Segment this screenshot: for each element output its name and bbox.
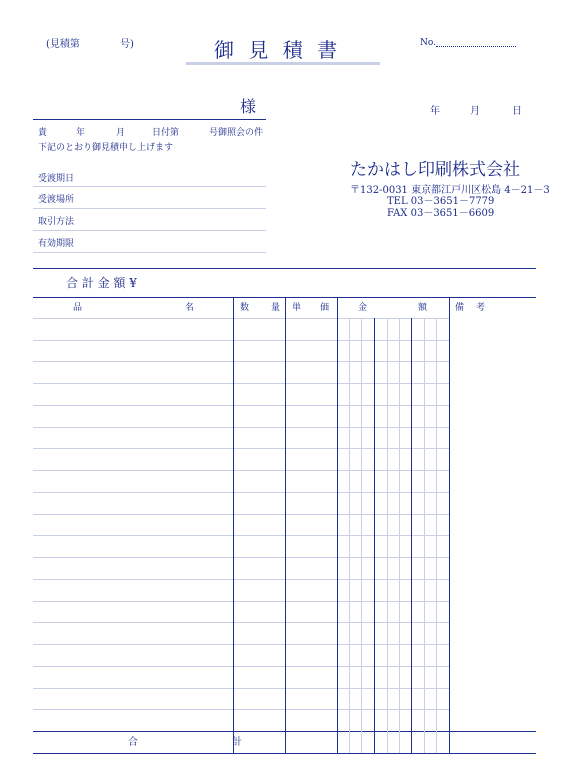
- footer-total-b: 計: [232, 737, 242, 748]
- footer-bottom-rule: [33, 753, 536, 754]
- term-delivery-place-label: 受渡場所: [38, 195, 75, 205]
- estimate-number-label-right: 号): [120, 39, 134, 50]
- header-price-b: 価: [320, 303, 330, 313]
- estimate-number-label-left: (見積第: [46, 39, 80, 50]
- header-price-a: 単: [292, 303, 302, 313]
- header-qty-a: 数: [240, 303, 250, 313]
- amount-digit-divider: [424, 318, 425, 753]
- amount-digit-divider: [361, 318, 362, 753]
- amount-digit-divider: [411, 318, 412, 753]
- company-address: 〒132-0031 東京都江戸川区松島 4－21－3: [350, 185, 550, 196]
- company-tel: TEL 03－3651－7779: [387, 196, 495, 207]
- footer-total-a: 合: [128, 737, 138, 748]
- amount-digit-divider: [436, 318, 437, 753]
- date-year-label: 年: [430, 106, 440, 117]
- col-divider-price: [285, 297, 286, 753]
- reference-month: 月: [116, 128, 126, 138]
- date-day-label: 日: [512, 106, 522, 117]
- header-amount-a: 金: [358, 303, 368, 313]
- reference-ki: 貴: [38, 128, 48, 138]
- reference-inquiry: 号御照会の件: [209, 128, 264, 138]
- date-month-label: 月: [470, 106, 480, 117]
- header-amount-b: 額: [418, 303, 428, 313]
- term-validity-label: 有効期限: [38, 239, 75, 249]
- reference-intro: 下記のとおり御見積申し上げます: [38, 143, 174, 153]
- col-divider-qty: [233, 297, 234, 753]
- company-name: たかはし印刷株式会社: [350, 160, 520, 180]
- document-no-label: No.: [420, 38, 436, 48]
- header-item-a: 品: [73, 303, 83, 313]
- amount-digit-divider: [374, 318, 375, 753]
- amount-digit-divider: [387, 318, 388, 753]
- term-payment-method-label: 取引方法: [38, 217, 75, 227]
- term-delivery-date-label: 受渡期日: [38, 174, 75, 184]
- reference-date-no: 日付第: [152, 128, 180, 138]
- amount-digit-divider: [349, 318, 350, 753]
- col-divider-amount: [337, 297, 338, 753]
- company-fax: FAX 03－3651－6609: [387, 208, 495, 219]
- col-divider-remarks: [449, 297, 450, 753]
- client-honorific: 様: [240, 97, 257, 116]
- header-remarks-b: 考: [476, 303, 486, 313]
- header-remarks-a: 備: [455, 303, 465, 313]
- document-title: 御 見 積 書: [214, 38, 342, 62]
- reference-year: 年: [76, 128, 86, 138]
- total-amount-label: 合 計 金 額 ¥: [66, 276, 137, 290]
- header-item-b: 名: [185, 303, 195, 313]
- header-qty-b: 量: [271, 303, 281, 313]
- amount-digit-divider: [399, 318, 400, 753]
